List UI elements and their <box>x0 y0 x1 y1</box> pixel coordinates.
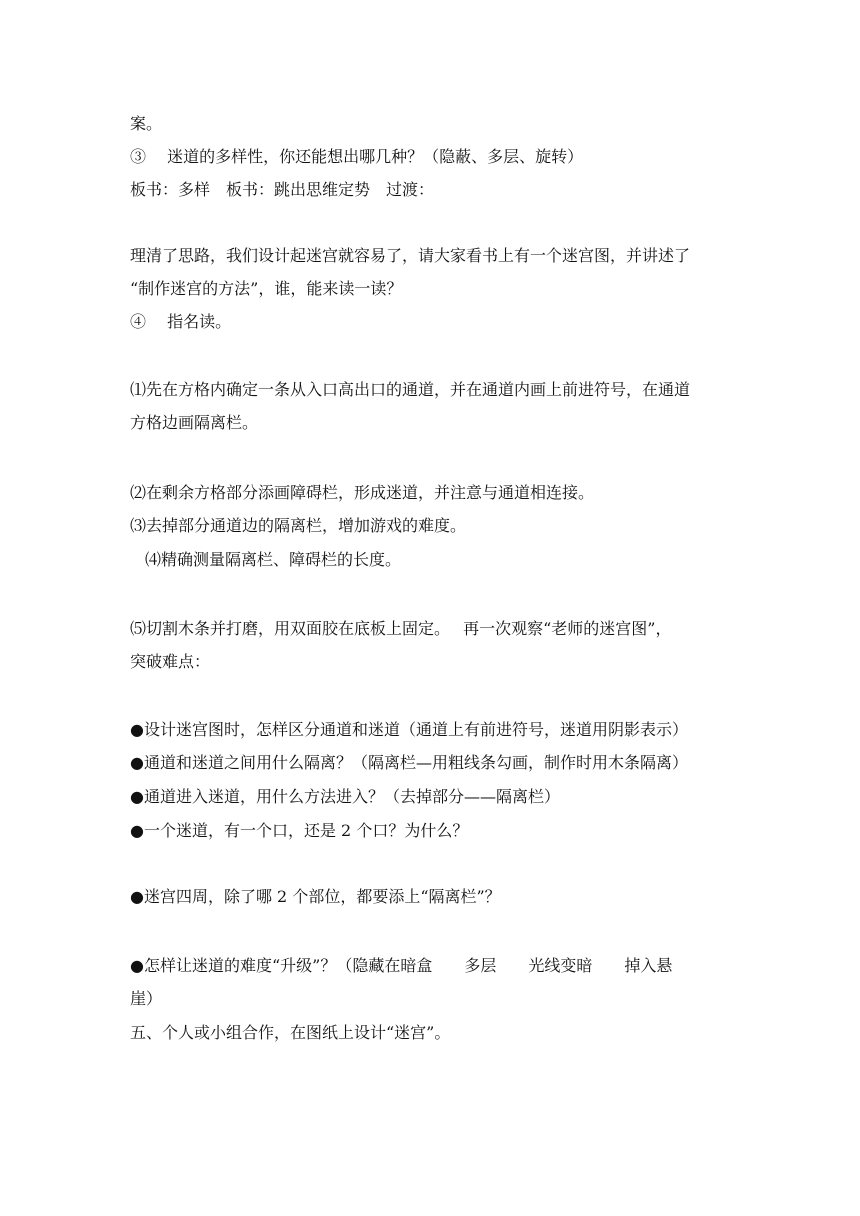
text-line: “制作迷宫的方法”，谁，能来读一读？ <box>130 279 403 298</box>
text-line: ③ 迷道的多样性，你还能想出哪几种？（隐蔽、多层、旋转） <box>130 147 584 166</box>
list-item: ●通道进入迷道，用什么方法进入？（去掉部分——隔离栏） <box>130 787 560 806</box>
list-item: ●设计迷宫图时，怎样区分通道和迷道（通道上有前进符号，迷道用阴影表示） <box>130 720 688 739</box>
text-line: 方格边画隔离栏。 <box>130 413 259 432</box>
text-line: 突破难点： <box>130 652 211 671</box>
section-heading: 五、个人或小组合作，在图纸上设计“迷宫”。 <box>130 1023 451 1042</box>
text-line: ⑴先在方格内确定一条从入口高出口的通道，并在通道内画上前进符号，在通道 <box>130 380 691 399</box>
text-line: ⑵在剩余方格部分添画障碍栏，形成迷道，并注意与通道相连接。 <box>130 483 595 502</box>
text-line: 理清了思路，我们设计起迷宫就容易了，请大家看书上有一个迷宫图，并讲述了 <box>130 246 691 265</box>
text-line: ⑶去掉部分通道边的隔离栏，增加游戏的难度。 <box>130 516 467 535</box>
text-line: ⑸切割木条并打磨，用双面胶在底板上固定。 再一次观察“老师的迷宫图”， <box>130 619 672 638</box>
list-item: ●一个迷道，有一个口，还是 2 个口？为什么？ <box>130 821 469 840</box>
text-line: 案。 <box>130 114 163 133</box>
text-line: ⑷精确测量隔离栏、障碍栏的长度。 <box>145 550 402 569</box>
list-item: ●通道和迷道之间用什么隔离？（隔离栏—用粗线条勾画，制作时用木条隔离） <box>130 753 688 772</box>
text-line: ④ 指名读。 <box>130 312 232 331</box>
list-item: ●怎样让迷道的难度“升级”？（隐藏在暗盒 多层 光线变暗 掉入悬 <box>130 956 673 975</box>
text-line: 板书：多样 板书：跳出思维定势 过渡： <box>130 180 435 199</box>
list-item: ●迷宫四周，除了哪 2 个部位，都要添上“隔离栏”？ <box>130 887 501 906</box>
text-line: 崖） <box>130 989 163 1008</box>
